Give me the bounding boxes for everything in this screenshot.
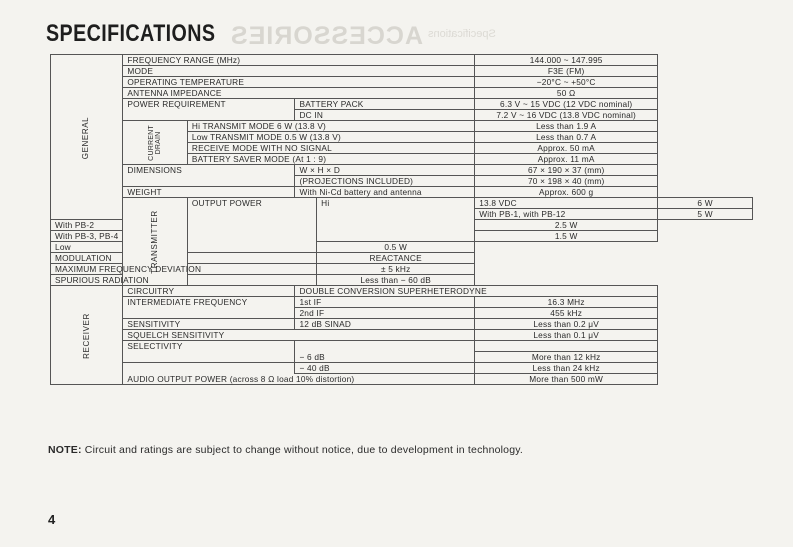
row-value: Less than 0.7 A bbox=[475, 132, 658, 143]
table-row bbox=[51, 121, 753, 132]
table-row bbox=[51, 165, 753, 176]
row-value: 6 W bbox=[658, 198, 753, 209]
row-value: Approx. 600 g bbox=[475, 187, 658, 198]
row-value: More than 12 kHz bbox=[475, 352, 658, 363]
row-sublabel: 1st IF bbox=[295, 297, 475, 308]
row-value: Less than 0.1 μV bbox=[475, 330, 658, 341]
row-label: SELECTIVITY bbox=[123, 341, 295, 363]
row-sublabel: 2nd IF bbox=[295, 308, 475, 319]
row-label: DIMENSIONS bbox=[123, 165, 295, 187]
row-value bbox=[475, 341, 658, 352]
row-sublabel: 12 dB SINAD bbox=[295, 319, 475, 330]
row-label: MODE bbox=[123, 66, 475, 77]
note bbox=[48, 444, 523, 456]
row-label: CIRCUITRY bbox=[123, 286, 295, 297]
row-sublabel: (PROJECTIONS INCLUDED) bbox=[295, 176, 475, 187]
row-label: RECEIVE MODE WITH NO SIGNAL bbox=[187, 143, 474, 154]
row-value: Less than 0.2 μV bbox=[475, 319, 658, 330]
row-value: Less than 24 kHz bbox=[475, 363, 658, 374]
mirrored-ghost-text: ACCESSORIES bbox=[230, 22, 423, 50]
row-sublabel: Low bbox=[51, 242, 188, 253]
row-value: 70 × 198 × 40 (mm) bbox=[475, 176, 658, 187]
row-label: SQUELCH SENSITIVITY bbox=[123, 330, 475, 341]
row-value: −20°C ~ +50°C bbox=[475, 77, 658, 88]
row-sublabel: With PB-1, with PB-12 bbox=[475, 209, 658, 220]
table-row bbox=[51, 374, 753, 385]
row-sublabel: DOUBLE CONVERSION SUPERHETERODYNE bbox=[295, 286, 658, 297]
row-sublabel: With Ni-Cd battery and antenna bbox=[295, 187, 475, 198]
row-value: 144.000 ~ 147.995 bbox=[475, 55, 658, 66]
row-sublabel: Hi bbox=[317, 198, 475, 242]
row-sublabel: With PB-3, PB-4 bbox=[51, 231, 123, 242]
row-value: 1.5 W bbox=[475, 231, 658, 242]
specifications-table bbox=[50, 54, 753, 385]
table-row bbox=[51, 286, 753, 297]
row-label: MAXIMUM FREQUENCY DEVIATION bbox=[51, 264, 317, 275]
row-value: 0.5 W bbox=[317, 242, 475, 253]
note-label: NOTE: bbox=[48, 444, 82, 456]
row-value: Less than 1.9 A bbox=[475, 121, 658, 132]
table-row bbox=[51, 319, 753, 330]
row-sublabel: W × H × D bbox=[295, 165, 475, 176]
table-row bbox=[51, 66, 753, 77]
row-label: POWER REQUIREMENT bbox=[123, 99, 295, 121]
row-sublabel bbox=[295, 341, 475, 352]
row-value: 2.5 W bbox=[475, 220, 658, 231]
row-label: OPERATING TEMPERATURE bbox=[123, 77, 475, 88]
row-label: INTERMEDIATE FREQUENCY bbox=[123, 297, 295, 319]
row-value: 50 Ω bbox=[475, 88, 658, 99]
section-general: GENERAL bbox=[51, 55, 123, 220]
row-label: Hi TRANSMIT MODE 6 W (13.8 V) bbox=[187, 121, 474, 132]
row-value: 5 W bbox=[658, 209, 753, 220]
row-value: 67 × 190 × 37 (mm) bbox=[475, 165, 658, 176]
row-label: AUDIO OUTPUT POWER (across 8 Ω load 10% distortion) bbox=[123, 374, 475, 385]
row-value: Approx. 11 mA bbox=[475, 154, 658, 165]
table-row bbox=[51, 88, 753, 99]
section-receiver: RECEIVER bbox=[51, 286, 123, 385]
row-value: Approx. 50 mA bbox=[475, 143, 658, 154]
row-sublabel: DC IN bbox=[295, 110, 475, 121]
row-label: FREQUENCY RANGE (MHz) bbox=[123, 55, 475, 66]
table-row bbox=[51, 55, 753, 66]
row-label: BATTERY SAVER MODE (At 1 : 9) bbox=[187, 154, 474, 165]
row-label: WEIGHT bbox=[123, 187, 295, 198]
table-row bbox=[51, 330, 753, 341]
row-value: 6.3 V ~ 15 VDC (12 VDC nominal) bbox=[475, 99, 658, 110]
note-text: Circuit and ratings are subject to change without notice, due to development in technology. bbox=[81, 444, 524, 456]
row-label: OUTPUT POWER bbox=[187, 198, 316, 253]
row-spacer bbox=[123, 363, 295, 374]
row-sublabel: With PB-2 bbox=[51, 220, 123, 231]
row-value: Less than − 60 dB bbox=[317, 275, 475, 286]
row-label: ANTENNA IMPEDANCE bbox=[123, 88, 475, 99]
table-row bbox=[51, 77, 753, 88]
table-row bbox=[51, 297, 753, 308]
page-title: SPECIFICATIONS bbox=[46, 20, 216, 47]
row-value: 16.3 MHz bbox=[475, 297, 658, 308]
row-value: 455 kHz bbox=[475, 308, 658, 319]
table-row bbox=[51, 198, 753, 209]
row-label: Low TRANSMIT MODE 0.5 W (13.8 V) bbox=[187, 132, 474, 143]
row-label: MODULATION bbox=[51, 253, 317, 264]
row-value: F3E (FM) bbox=[475, 66, 658, 77]
mirrored-ghost-text-small: Specifications bbox=[428, 28, 496, 40]
row-sublabel: 13.8 VDC bbox=[475, 198, 658, 209]
row-value: ± 5 kHz bbox=[317, 264, 475, 275]
row-sublabel: BATTERY PACK bbox=[295, 99, 475, 110]
row-label: SPURIOUS RADIATION bbox=[51, 275, 317, 286]
current-drain-label: CURRENT DRAIN bbox=[123, 121, 188, 165]
row-value: REACTANCE bbox=[317, 253, 475, 264]
table-row bbox=[51, 275, 753, 286]
table-row bbox=[51, 99, 753, 110]
row-sublabel: − 40 dB bbox=[295, 363, 475, 374]
row-value: More than 500 mW bbox=[475, 374, 658, 385]
section-transmitter: TRANSMITTER bbox=[123, 198, 188, 286]
row-value: 7.2 V ~ 16 VDC (13.8 VDC nominal) bbox=[475, 110, 658, 121]
row-label: SENSITIVITY bbox=[123, 319, 295, 330]
table-row bbox=[51, 363, 753, 374]
table-row bbox=[51, 187, 753, 198]
row-sublabel: − 6 dB bbox=[295, 352, 475, 363]
table-row bbox=[51, 341, 753, 352]
page-number: 4 bbox=[48, 512, 56, 527]
